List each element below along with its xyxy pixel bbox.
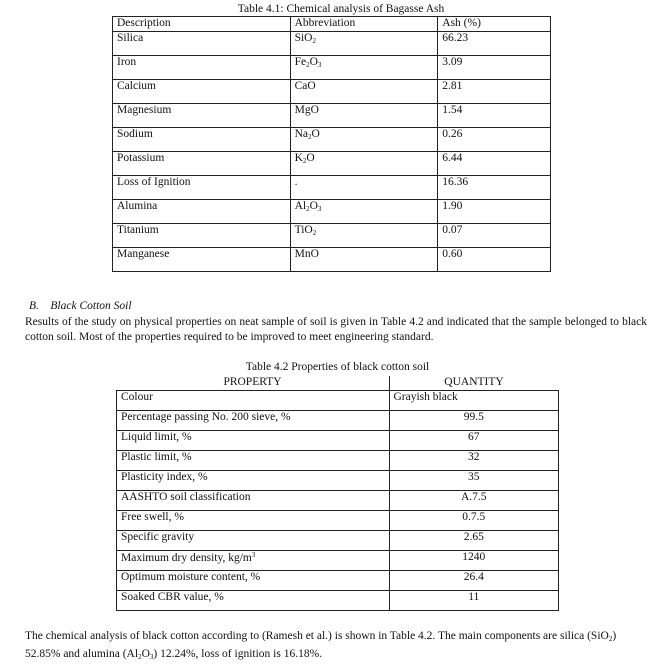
table-row xyxy=(113,32,551,56)
closing-line1-end: ) xyxy=(612,630,617,642)
formula-subscript: 2 xyxy=(308,133,312,141)
table-row xyxy=(117,551,559,571)
section-paragraph: Results of the study on physical properties on neat sample of soil is given in Table 4.2 and indicated that the sample belonged to black cotton soil. Most of the properties required to be improved to meet engineering standard. xyxy=(25,316,647,343)
section-heading xyxy=(29,300,132,312)
quantity-cell: Grayish black xyxy=(389,391,559,411)
ash-cell: 16.36 xyxy=(438,176,551,200)
description-cell: Sodium xyxy=(113,128,291,152)
ash-cell: 0.26 xyxy=(438,128,551,152)
property-text: Soaked CBR value, % xyxy=(121,591,224,603)
formula-subscript: 2 xyxy=(306,205,310,213)
property-text: Liquid limit, % xyxy=(121,431,192,443)
ash-cell: 0.07 xyxy=(438,224,551,248)
closing-line2-sub1: 2 xyxy=(138,653,142,661)
description-cell: Calcium xyxy=(113,80,291,104)
formula-subscript: 2 xyxy=(312,229,317,237)
quantity-cell: A.7.5 xyxy=(389,491,559,511)
formula-subscript-2: 3 xyxy=(317,61,322,69)
property-cell xyxy=(117,551,390,571)
abbreviation-cell xyxy=(290,224,438,248)
table2-caption: Table 4.2 Properties of black cotton soil xyxy=(245,361,430,373)
description-cell: Titanium xyxy=(113,224,291,248)
property-cell xyxy=(117,491,390,511)
description-cell: Potassium xyxy=(113,152,291,176)
formula-base: K xyxy=(294,152,303,164)
ash-cell: 0.60 xyxy=(438,248,551,272)
property-text: Optimum moisture content, % xyxy=(121,571,261,583)
table-row xyxy=(117,491,559,511)
table-row xyxy=(113,200,551,224)
abbreviation-cell xyxy=(290,248,438,272)
table1-header-ash: Ash (%) xyxy=(438,17,551,32)
description-cell: Alumina xyxy=(113,200,291,224)
abbreviation-cell xyxy=(290,176,438,200)
abbreviation-cell xyxy=(290,128,438,152)
table-row xyxy=(117,431,559,451)
property-cell xyxy=(117,411,390,431)
quantity-cell: 2.65 xyxy=(389,531,559,551)
ash-cell: 66.23 xyxy=(438,32,551,56)
formula-base: SiO xyxy=(294,32,313,44)
description-cell: Magnesium xyxy=(113,104,291,128)
quantity-cell: 1240 xyxy=(389,551,559,571)
table2 xyxy=(116,376,559,611)
table-row xyxy=(117,391,559,411)
table1-header-description: Description xyxy=(113,17,291,32)
table-row xyxy=(117,591,559,611)
table1-header-abbreviation: Abbreviation xyxy=(290,17,438,32)
table-row xyxy=(117,451,559,471)
property-text: AASHTO soil classification xyxy=(121,491,251,503)
table-row xyxy=(117,411,559,431)
table2-header-quantity: QUANTITY xyxy=(389,376,559,391)
formula-base: Na xyxy=(294,128,309,140)
closing-line2-sub2: 3 xyxy=(149,653,154,661)
formula-base: . xyxy=(294,176,298,188)
property-cell xyxy=(117,391,390,411)
closing-line2-end: ) 12.24%, loss of ignition is 16.18%. xyxy=(153,648,323,660)
quantity-cell: 35 xyxy=(389,471,559,491)
property-text: Specific gravity xyxy=(121,531,195,543)
description-cell: Silica xyxy=(113,32,291,56)
description-cell: Manganese xyxy=(113,248,291,272)
table-row xyxy=(113,56,551,80)
closing-line2-text: 52.85% and alumina (Al xyxy=(25,648,139,660)
formula-base: TiO xyxy=(294,224,313,236)
formula-base: MnO xyxy=(294,248,319,260)
table-row xyxy=(113,224,551,248)
description-cell: Iron xyxy=(113,56,291,80)
formula-subscript: 2 xyxy=(312,37,316,45)
abbreviation-cell xyxy=(290,200,438,224)
ash-cell: 6.44 xyxy=(438,152,551,176)
table-row xyxy=(113,104,551,128)
formula-subscript-2: 3 xyxy=(317,205,322,213)
property-text: Plastic limit, % xyxy=(121,451,192,463)
abbreviation-cell xyxy=(290,80,438,104)
abbreviation-cell xyxy=(290,152,438,176)
quantity-cell: 32 xyxy=(389,451,559,471)
closing-line1-text: The chemical analysis of black cotton according to (Ramesh et al.) is shown in Table 4.2. The main components are silica (SiO xyxy=(25,630,609,642)
table-row xyxy=(117,531,559,551)
formula-tail: O xyxy=(309,200,318,212)
property-cell xyxy=(117,511,390,531)
formula-base: MgO xyxy=(294,104,319,116)
table-row xyxy=(117,471,559,491)
property-cell xyxy=(117,471,390,491)
table-row xyxy=(117,571,559,591)
table-row xyxy=(113,152,551,176)
ash-cell: 3.09 xyxy=(438,56,551,80)
formula-tail: O xyxy=(311,128,320,140)
formula-base: Al xyxy=(294,200,307,212)
table2-header-row xyxy=(117,376,559,391)
table1-caption: Table 4.1: Chemical analysis of Bagasse Ash xyxy=(237,3,445,15)
table-row xyxy=(117,511,559,531)
ash-cell: 2.81 xyxy=(438,80,551,104)
property-cell xyxy=(117,451,390,471)
abbreviation-cell xyxy=(290,56,438,80)
property-cell xyxy=(117,431,390,451)
property-text: Maximum dry density, kg/m xyxy=(121,552,252,564)
section-label: B. xyxy=(29,300,39,312)
closing-line1-sub: 2 xyxy=(608,635,613,643)
quantity-cell: 0.7.5 xyxy=(389,511,559,531)
formula-subscript: 2 xyxy=(302,157,307,165)
table1-header-row xyxy=(113,17,551,32)
property-cell xyxy=(117,591,390,611)
table1 xyxy=(112,16,551,272)
formula-base: CaO xyxy=(294,80,316,92)
section-title: Black Cotton Soil xyxy=(50,300,132,312)
formula-subscript: 2 xyxy=(306,61,310,69)
closing-line2-mid: O xyxy=(141,648,150,660)
property-text: Percentage passing No. 200 sieve, % xyxy=(121,411,291,423)
formula-tail: O xyxy=(306,152,315,164)
quantity-cell: 99.5 xyxy=(389,411,559,431)
formula-base: Fe xyxy=(294,56,307,68)
table-row xyxy=(113,248,551,272)
abbreviation-cell xyxy=(290,104,438,128)
property-cell xyxy=(117,531,390,551)
quantity-cell: 11 xyxy=(389,591,559,611)
abbreviation-cell xyxy=(290,32,438,56)
property-cell xyxy=(117,571,390,591)
description-cell: Loss of Ignition xyxy=(113,176,291,200)
property-text: Free swell, % xyxy=(121,511,184,523)
closing-paragraph xyxy=(25,629,647,665)
quantity-cell: 26.4 xyxy=(389,571,559,591)
table2-header-property: PROPERTY xyxy=(117,376,390,391)
ash-cell: 1.90 xyxy=(438,200,551,224)
property-superscript: 3 xyxy=(251,551,256,559)
property-text: Plasticity index, % xyxy=(121,471,208,483)
formula-tail: O xyxy=(309,56,318,68)
table-row xyxy=(113,176,551,200)
quantity-cell: 67 xyxy=(389,431,559,451)
table-row xyxy=(113,128,551,152)
table-row xyxy=(113,80,551,104)
ash-cell: 1.54 xyxy=(438,104,551,128)
property-text: Colour xyxy=(121,391,153,403)
